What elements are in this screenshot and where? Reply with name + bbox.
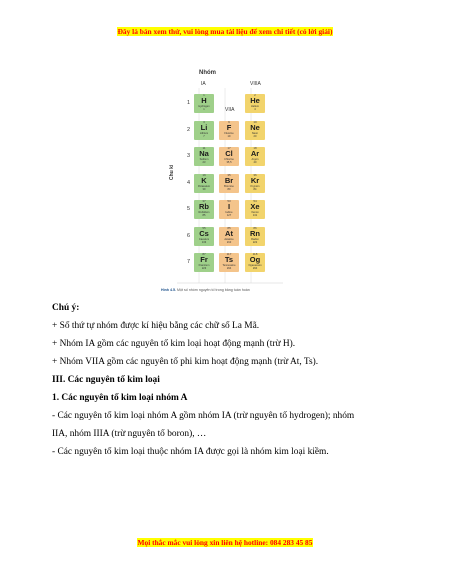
element-name: Krypton: [250, 184, 260, 188]
element-cell-f: [219, 121, 239, 140]
atomic-mass: 39: [202, 187, 206, 191]
atomic-mass: 210: [226, 240, 232, 244]
element-symbol: F: [226, 122, 232, 132]
note-line-1: + Số thứ tự nhóm được kí hiệu bằng các chữ số La Mã.: [52, 321, 260, 331]
atomic-mass: 4: [254, 108, 256, 111]
period-number: 7: [187, 259, 191, 265]
element-cell-cl: [219, 147, 239, 166]
element-cell-cs: [194, 227, 214, 246]
element-name: Potassium: [197, 184, 211, 188]
atomic-number: 118: [252, 252, 258, 256]
hotline-banner: [0, 538, 450, 547]
element-symbol: Na: [199, 149, 209, 158]
atomic-number: 2: [254, 93, 256, 97]
element-name: Fluorine: [224, 131, 234, 135]
paragraph-1-line-1: - Các nguyên tố kim loại nhóm A gồm nhóm IA (trừ nguyên tố hydrogen); nhóm: [52, 411, 355, 421]
element-name: Francium: [198, 264, 210, 267]
atomic-number: 19: [202, 172, 206, 177]
atomic-number: 53: [227, 199, 231, 203]
element-symbol: Rn: [250, 228, 260, 238]
paragraph-1-line-2: IIA, nhóm IIIA (trừ nguyên tố boron), …: [52, 429, 207, 439]
preview-notice-text: Đây là bản xem thử, vui lòng mua tài liệu để xem chi tiết (có lời giải): [117, 27, 333, 36]
period-number: 1: [187, 100, 191, 106]
group-axis-label: Nhóm: [199, 70, 216, 76]
element-symbol: Fr: [200, 255, 208, 264]
element-symbol: Ar: [250, 149, 260, 158]
period-number: 6: [187, 232, 191, 239]
atomic-mass: 294: [252, 267, 258, 270]
figure-caption: [161, 288, 301, 292]
atomic-number: 1: [203, 93, 205, 97]
subsection-heading: 1. Các nguyên tố kim loại nhóm A: [52, 393, 188, 403]
element-symbol: K: [201, 175, 207, 185]
atomic-mass: 80: [227, 187, 231, 191]
atomic-mass: 35,5: [226, 161, 232, 164]
element-symbol: Xe: [250, 202, 260, 211]
element-symbol: Og: [249, 255, 261, 264]
atomic-number: 85: [227, 225, 231, 230]
atomic-mass: 85: [202, 214, 206, 217]
element-name: Rubidium: [198, 211, 210, 214]
element-symbol: Ts: [224, 255, 234, 264]
element-name: Sodium: [199, 158, 209, 161]
element-cell-og: [245, 253, 265, 272]
element-cell-ar: [245, 147, 265, 166]
atomic-mass: 222: [252, 240, 258, 244]
preview-notice-banner: [0, 27, 450, 36]
section-heading: III. Các nguyên tố kim loại: [52, 375, 160, 385]
element-symbol: Br: [224, 175, 234, 185]
element-cell-kr: [245, 174, 265, 193]
element-symbol: H: [201, 96, 207, 105]
element-name: Astatine: [224, 237, 234, 241]
group-VIIA-header: VIIA: [225, 107, 235, 113]
hotline-text: Mọi thắc mắc vui lòng xin liên hệ hotline: 084 283 45 85: [137, 538, 313, 547]
element-cell-xe: [245, 200, 265, 219]
element-name: Iodine: [225, 211, 233, 214]
atomic-mass: 40: [253, 161, 257, 164]
element-cell-ts: [219, 253, 239, 272]
atomic-mass: 84: [253, 187, 257, 191]
note-line-2: + Nhóm IA gồm các nguyên tố kim loại hoạt động mạnh (trừ H).: [52, 339, 296, 349]
atomic-number: 37: [202, 199, 206, 203]
element-symbol: Cl: [225, 149, 233, 158]
period-number: 3: [187, 153, 191, 159]
period-axis-label: Chu kì: [169, 164, 175, 180]
element-name: Caesium: [198, 237, 210, 241]
atomic-mass: 127: [226, 214, 232, 217]
element-symbol: At: [225, 228, 233, 238]
note-line-3: + Nhóm VIIA gồm các nguyên tố phi kim hoạt động mạnh (trừ At, Ts).: [52, 357, 319, 367]
element-name: Xenon: [251, 211, 259, 214]
paragraph-2: - Các nguyên tố kim loại thuộc nhóm IA được gọi là nhóm kim loại kiềm.: [52, 447, 329, 457]
element-cell-at: [219, 227, 239, 246]
element-symbol: Li: [200, 122, 208, 132]
atomic-number: 36: [253, 172, 257, 177]
atomic-number: 18: [253, 146, 257, 150]
atomic-mass: 133: [201, 240, 207, 244]
atomic-number: 117: [226, 252, 232, 256]
note-heading: Chú ý:: [52, 303, 80, 313]
element-symbol: Kr: [250, 175, 260, 185]
element-cell-rn: [245, 227, 265, 246]
period-number: 4: [187, 179, 191, 186]
group-VIIIA-header: VIIIA: [250, 81, 261, 87]
element-cell-rb: [194, 200, 214, 219]
atomic-number: 11: [202, 146, 206, 150]
element-cell-ne: [245, 121, 265, 140]
atomic-mass: 20: [253, 134, 257, 138]
element-cell-li: [194, 121, 214, 140]
element-name: Oganesson: [248, 264, 262, 267]
element-name: Hydrogen: [198, 105, 210, 108]
element-name: Neon: [251, 131, 259, 135]
element-name: Radon: [251, 237, 259, 241]
atomic-mass: 131: [252, 214, 258, 217]
element-symbol: Rb: [199, 202, 209, 211]
element-symbol: Ne: [250, 122, 260, 132]
period-number: 5: [187, 206, 191, 212]
atomic-number: 17: [227, 146, 231, 150]
element-cell-br: [219, 174, 239, 193]
element-symbol: Cs: [199, 228, 209, 238]
atomic-mass: 19: [227, 134, 231, 138]
element-cell-i: [219, 200, 239, 219]
atomic-number: 87: [202, 252, 206, 256]
atomic-mass: 1: [203, 108, 205, 111]
atomic-number: 3: [203, 119, 205, 124]
atomic-number: 54: [253, 199, 257, 203]
atomic-number: 86: [253, 225, 257, 230]
group-IA-header: IA: [201, 81, 206, 87]
element-symbol: He: [250, 96, 260, 105]
atomic-number: 35: [227, 172, 231, 177]
element-cell-he: [245, 94, 265, 113]
atomic-number: 9: [228, 119, 230, 124]
element-cell-na: [194, 147, 214, 166]
periodic-table-figure: [163, 68, 291, 296]
atomic-mass: 7: [203, 134, 205, 138]
caption-text: Một số nhóm nguyên tố trong bảng tuần hoàn: [176, 288, 250, 292]
element-name: Helium: [250, 105, 260, 108]
atomic-mass: 23: [202, 161, 206, 164]
element-cell-fr: [194, 253, 214, 272]
atomic-number: 10: [253, 119, 257, 124]
atomic-number: 55: [202, 225, 206, 230]
element-name: Chlorine: [224, 158, 234, 161]
element-name: Lithium: [199, 131, 209, 135]
element-name: Argon: [251, 158, 259, 161]
element-name: Tennessine: [222, 264, 236, 267]
atomic-mass: 223: [201, 267, 207, 270]
element-cell-h: [194, 94, 214, 113]
element-cell-k: [194, 174, 214, 193]
element-name: Bromine: [224, 184, 234, 188]
caption-label: Hình 4.5.: [161, 288, 176, 292]
atomic-mass: 294: [226, 267, 232, 270]
period-number: 2: [187, 126, 191, 133]
element-symbol: I: [227, 202, 231, 211]
